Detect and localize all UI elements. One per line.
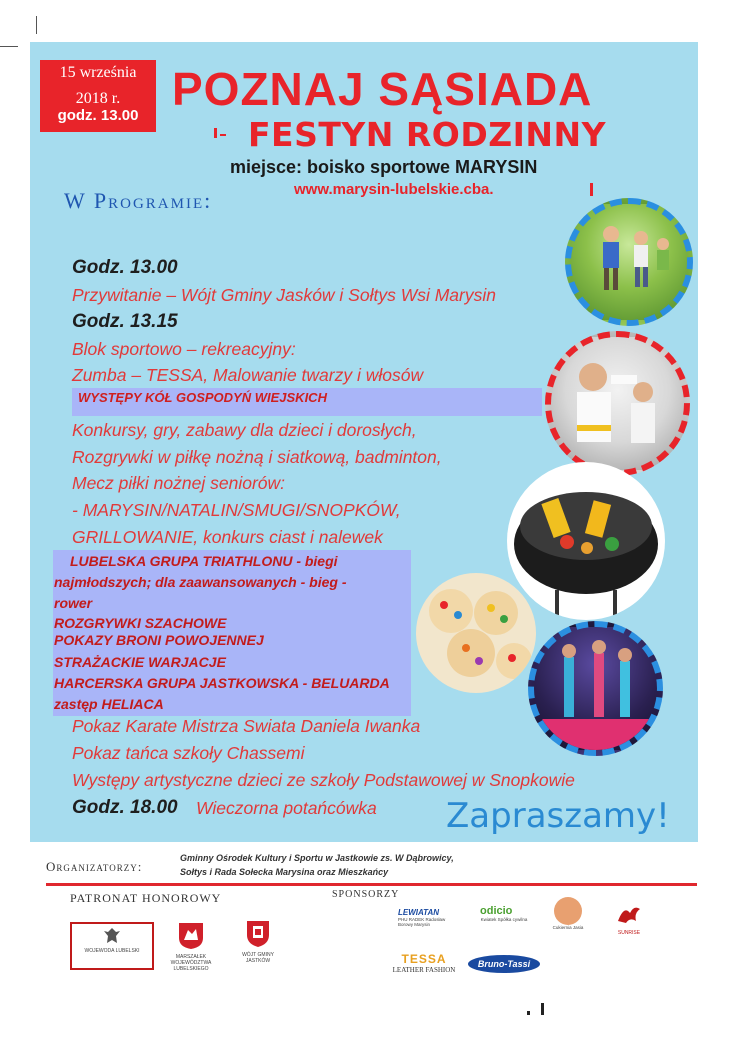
program-line: Zumba – TESSA, Malowanie twarzy i włosów	[72, 365, 424, 385]
time-18-00: Godz. 18.00	[72, 797, 178, 818]
start-time: godz. 13.00	[57, 107, 139, 124]
program-line: Mecz piłki nożnej seniorów:	[72, 473, 286, 493]
cukiernia-badge	[554, 897, 582, 925]
program-line: GRILLOWANIE, konkurs ciast i nalewek	[72, 527, 383, 547]
program-line: Przywitanie – Wójt Gminy Jasków i Sołtys Wsi Marysin	[72, 285, 496, 305]
sponsor-name: odicio	[480, 905, 513, 917]
program-line: Pokaz Karate Mistrza Swiata Daniela Iwanka	[72, 716, 421, 736]
program-line: Występy artystyczne dzieci ze szkoły Podstawowej w Snopkowie	[72, 770, 575, 790]
decorative-mark	[214, 128, 217, 138]
event-place: miejsce: boisko sportowe MARYSIN	[230, 157, 538, 177]
patron-caption: MARSZAŁEK WOJEWÓDZTWA LUBELSKIEGO	[170, 954, 212, 972]
sponsor-caption: Kwiatek Spółka cywilna	[480, 917, 528, 922]
time-13-15: Godz. 13.15	[72, 311, 178, 332]
sponsor-caption: PHU RADEK Radosław Borowy Marysin	[398, 917, 446, 927]
program-line: Pokaz tańca szkoły Chassemi	[72, 743, 305, 763]
band-text: najmłodszych; dla zaawansowanych - bieg -	[54, 574, 347, 590]
year-line: 2018 r.	[75, 90, 121, 107]
sponsor-caption: Cukiernia Jasia	[552, 925, 584, 930]
sponsor-name: TESSA	[401, 952, 447, 966]
program-line: Rozgrywki w piłkę nożną i siatkową, badminton,	[72, 447, 442, 467]
cookies-photo	[416, 573, 536, 693]
patron-caption: WÓJT GMINY JASTKÓW	[242, 952, 274, 964]
organizers-line: Gminny Ośrodek Kultury i Sportu w Jastkowie zs. W Dąbrowicy,	[180, 853, 454, 863]
dancers-photo	[528, 621, 663, 756]
band-text: zastęp HELIACA	[54, 696, 164, 712]
karate-kids-photo	[545, 331, 690, 476]
program-line: - MARYSIN/NATALIN/SMUGI/SNOPKÓW,	[72, 500, 401, 520]
website-link[interactable]: www.marysin-lubelskie.cba.	[294, 181, 494, 198]
wojewoda-logo	[70, 922, 154, 970]
dancers-figures	[534, 627, 657, 750]
subtitle: FESTYN RODZINNY	[248, 115, 607, 154]
band-text: ROZGRYWKI SZACHOWE	[54, 615, 227, 631]
sponsor-caption: LEATHER FASHION	[392, 966, 456, 974]
crop-mark	[527, 1011, 530, 1015]
band-text: HARCERSKA GRUPA JASTKOWSKA - BELUARDA	[54, 675, 390, 691]
grill-photo	[507, 462, 665, 620]
grill-illustration	[507, 462, 665, 620]
sponsor-name: SUNRISE	[617, 930, 641, 936]
organizers-label: Organizatorzy:	[46, 859, 143, 874]
page-title: POZNAJ SĄSIADA	[172, 63, 593, 115]
karate-figures	[551, 337, 684, 470]
children-figures	[571, 204, 687, 320]
decorative-mark	[590, 183, 593, 196]
sponsors-label: SPONSORZY	[332, 889, 400, 900]
cukiernia-logo	[551, 897, 585, 939]
band-text: rower	[54, 595, 93, 611]
time-13-00: Godz. 13.00	[72, 257, 178, 278]
tessa-logo	[386, 952, 462, 982]
crop-mark	[541, 1003, 544, 1015]
program-line: Konkursy, gry, zabawy dla dzieci i dorosłych,	[72, 420, 417, 440]
dragon-icon	[616, 903, 642, 925]
patronat-label: PATRONAT HONOROWY	[70, 891, 222, 905]
decorative-mark	[220, 134, 226, 136]
crop-mark	[0, 46, 18, 47]
lewiatan-logo	[398, 908, 460, 938]
wojt-logo	[232, 920, 284, 970]
invitation-text: Zapraszamy!	[446, 796, 670, 836]
band-text: LUBELSKA GRUPA TRIATHLONU - biegi	[70, 553, 338, 569]
program-heading: W Programie:	[64, 188, 213, 213]
coat-of-arms-icon	[246, 920, 270, 948]
date-line: 15 września	[59, 64, 137, 81]
bruno-tassi-logo: Bruno-Tassi	[468, 955, 540, 973]
band-text: POKAZY BRONI POWOJENNEJ	[54, 632, 264, 648]
divider-line	[46, 883, 697, 886]
cookies-illustration	[416, 573, 536, 693]
eagle-icon	[103, 926, 121, 946]
program-line: Wieczorna potańcówka	[196, 798, 377, 818]
odicio-logo	[480, 905, 528, 935]
crop-mark	[36, 16, 37, 34]
band-text: WYSTĘPY KÓŁ GOSPODYŃ WIEJSKICH	[78, 390, 327, 405]
sponsor-name: LEWIATAN	[398, 908, 440, 917]
patron-caption: WOJEWODA LUBELSKI	[84, 948, 140, 954]
marszalek-logo	[163, 922, 219, 972]
band-text: STRAŻACKIE WARJACJE	[54, 654, 226, 670]
sunrise-logo	[611, 903, 647, 939]
children-running-photo	[565, 198, 693, 326]
program-line: Blok sportowo – rekreacyjny:	[72, 339, 296, 359]
coat-of-arms-icon	[178, 922, 204, 950]
organizers-line: Sołtys i Rada Sołecka Marysina oraz Mieszkańcy	[180, 867, 389, 877]
